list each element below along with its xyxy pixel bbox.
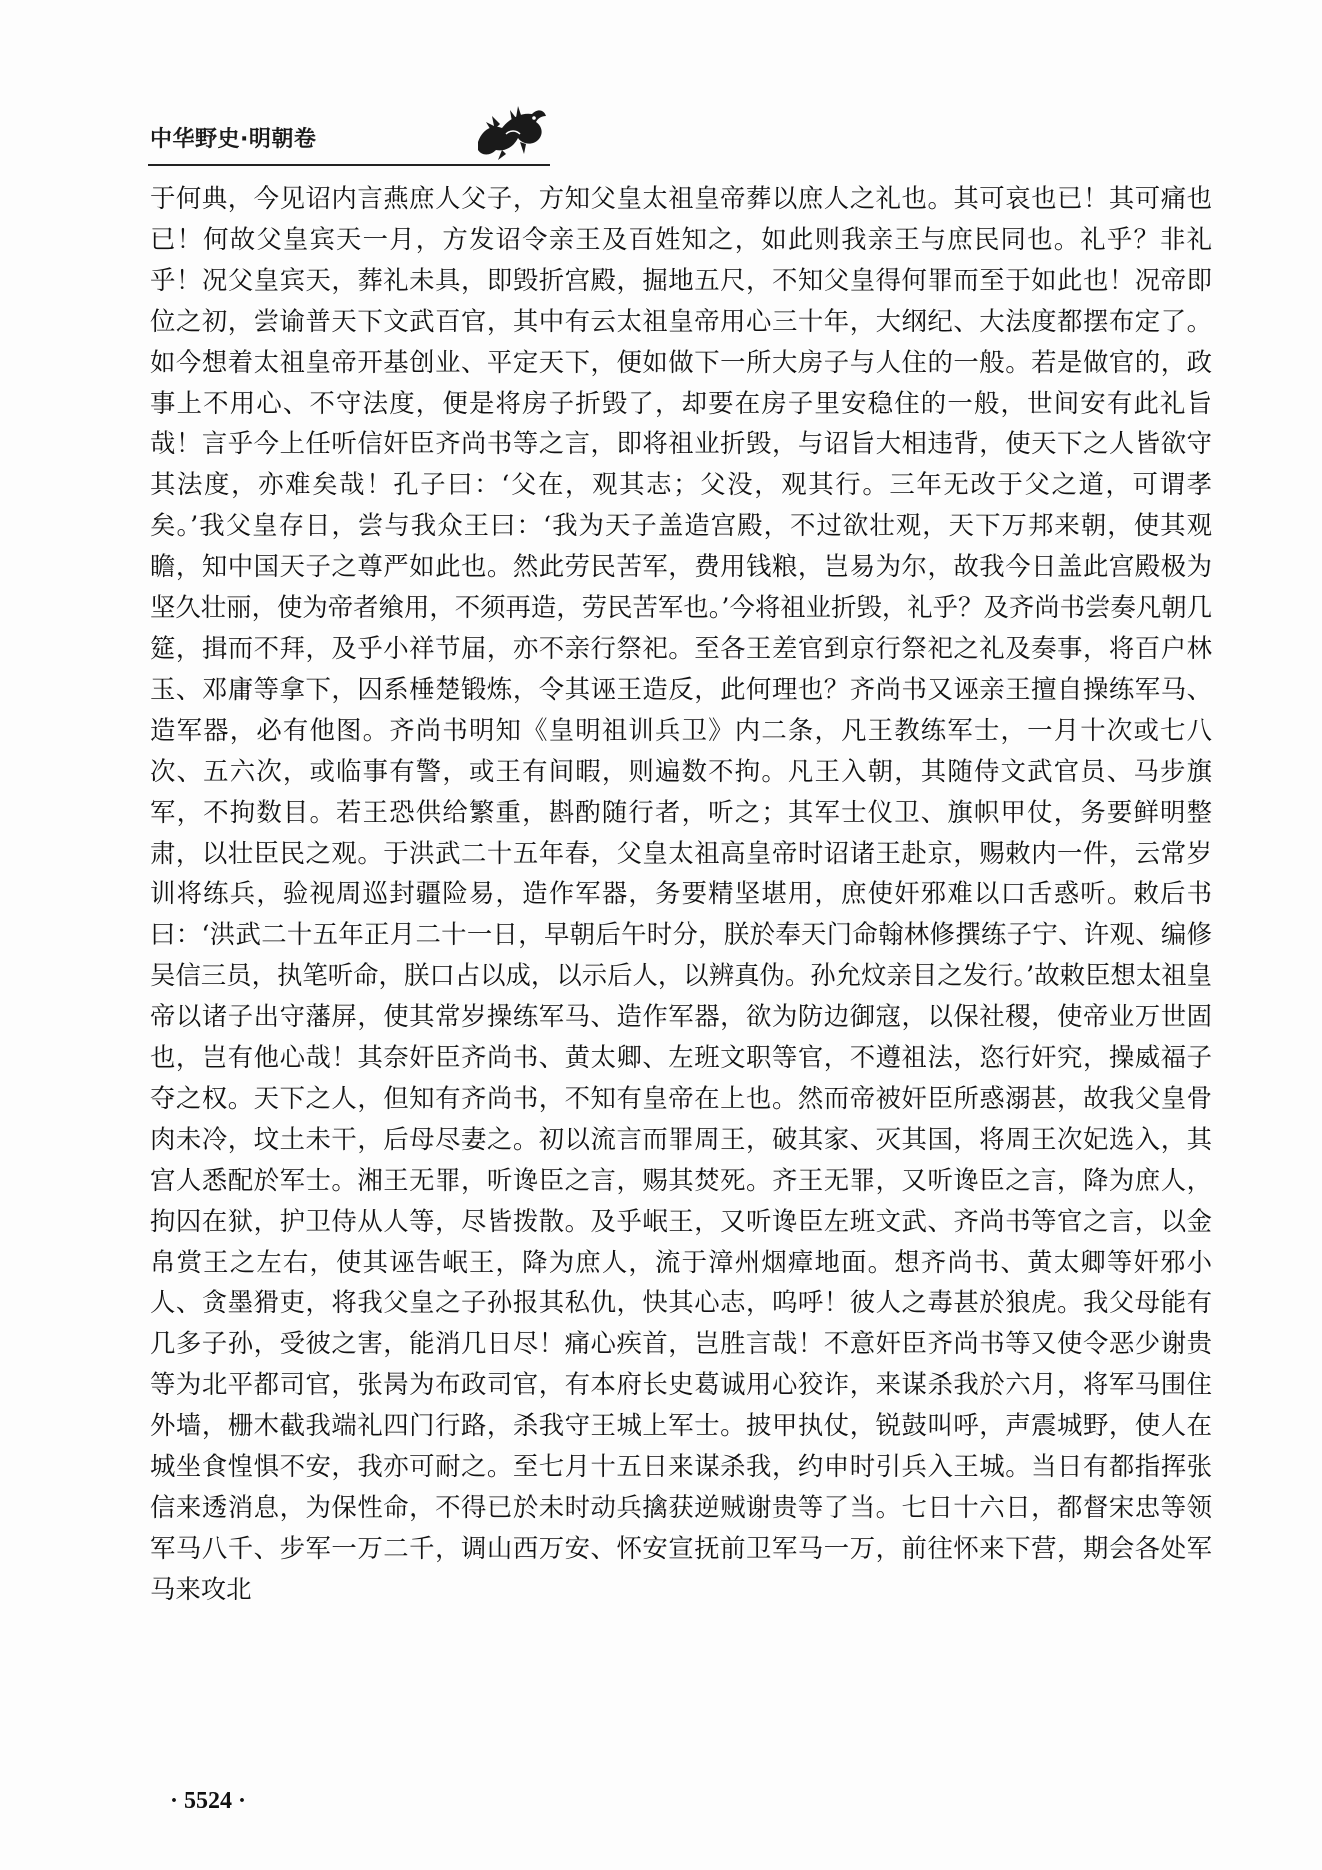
book-title: 中华野史·明朝卷 — [150, 127, 317, 152]
header-rule — [148, 164, 550, 166]
dragon-icon — [472, 102, 548, 162]
body-text: 于何典，今见诏内言燕庶人父子，方知父皇太祖皇帝葬以庶人之礼也。其可哀也已！其可痛也已！何故父皇宾天一月，方发诏令亲王及百姓知之，如此则我亲王与庶民同也。礼乎？非礼乎！况父皇宾天，葬礼未具，即毁折宫殿，掘地五尺，不知父皇得何罪而至于如此也！况帝即位之初，尝谕普天下文武百官，其中有云太祖皇帝用心三十年，大纲纪、大法度都摆布定了。如今想着太祖皇帝开基创业、平定天下，便如做下一所大房子与人住的一般。若是做官的，政事上不用心、不守法度，便是将房子折毁了，却要在房子里安稳住的一般，世间安有此礼旨哉！言乎今上任听信奸臣齐尚书等之言，即将祖业折毁，与诏旨大相违背，使天下之人皆欲守其法度，亦难矣哉！孔子曰：‘父在，观其志；父没，观其行。三年无改于父之道，可谓孝矣。’我父皇存日，尝与我众王曰：‘我为天子盖造宫殿，不过欲壮观，天下万邦来朝，使其观瞻，知中国天子之尊严如此也。然此劳民苦军，费用钱粮，岂易为尔，故我今日盖此宫殿极为坚久壮丽，使为帝者飨用，不须再造，劳民苦军也。’今将祖业折毁，礼乎？及齐尚书尝奏凡朝几筵，揖而不拜，及乎小祥节届，亦不亲行祭祀。至各王差官到京行祭祀之礼及奏事，将百户林玉、邓庸等拿下，囚系棰楚锻炼，令其诬王造反，此何理也？齐尚书又诬亲王擅自操练军马、造军器，必有他图。齐尚书明知《皇明祖训兵卫》内二条，凡王教练军士，一月十次或七八次、五六次，或临事有警，或王有间暇，则遍数不拘。凡王入朝，其随侍文武官员、马步旗军，不拘数目。若王恐供给繁重，斟酌随行者，听之；其军士仪卫、旗帜甲仗，务要鲜明整肃，以壮臣民之观。于洪武二十五年春，父皇太祖高皇帝时诏诸王赴京，赐敕内一件，云常岁训将练兵，验视周巡封疆险易，造作军器，务要精坚堪用，庶使奸邪难以口舌惑听。敕后书曰：‘洪武二十五年正月二十一日，早朝后午时分，朕於奉天门命翰林修撰练子宁、许观、编修吴信三员，执笔听命，朕口占以成，以示后人，以辨真伪。孙允炆亲目之发行。’故敕臣想太祖皇帝以诸子出守藩屏，使其常岁操练军马、造作军器，欲为防边御寇，以保社稷，使帝业万世固也，岂有他心哉！其奈奸臣齐尚书、黄太卿、左班文职等官，不遵祖法，恣行奸究，操威福子夺之权。天下之人，但知有齐尚书，不知有皇帝在上也。然而帝被奸臣所惑溺甚，故我父皇骨肉未冷，坟土未干，后母尽妻之。初以流言而罪周王，破其家、灭其国，将周王次妃选入，其宫人悉配於军士。湘王无罪，听谗臣之言，赐其焚死。齐王无罪，又听谗臣之言，降为庶人，拘囚在狱，护卫侍从人等，尽皆拨散。及乎岷王，又听谗臣左班文武、齐尚书等官之言，以金帛赏王之左右，使其诬告岷王，降为庶人，流于漳州烟瘴地面。想齐尚书、黄太卿等奸邪小人、贪墨猾吏，将我父皇之子孙报其私仇，快其心志，呜呼！彼人之毒甚於狼虎。我父母能有几多子孙，受彼之害，能消几日尽！痛心疾首，岂胜言哉！不意奸臣齐尚书等又使令恶少谢贵等为北平都司官，张昺为布政司官，有本府长史葛诚用心狡诈，来谋杀我於六月，将军马围住外墙，栅木截我端礼四门行路，杀我守王城上军士。披甲执仗，锐鼓叫呼，声震城野，使人在城坐食惶惧不安，我亦可耐之。至七月十五日来谋杀我，约申时引兵入王城。当日有都指挥张信来透消息，为保性命，不得已於未时动兵擒获逆贼谢贵等了当。七日十六日，都督宋忠等领军马八千、步军一万二千，调山西万安、怀安宣抚前卫军马一万，前往怀来下营，期会各处军马来攻北 — [150, 183, 1212, 1604]
running-header — [150, 102, 550, 162]
page-number: · 5524 · — [170, 1788, 247, 1814]
